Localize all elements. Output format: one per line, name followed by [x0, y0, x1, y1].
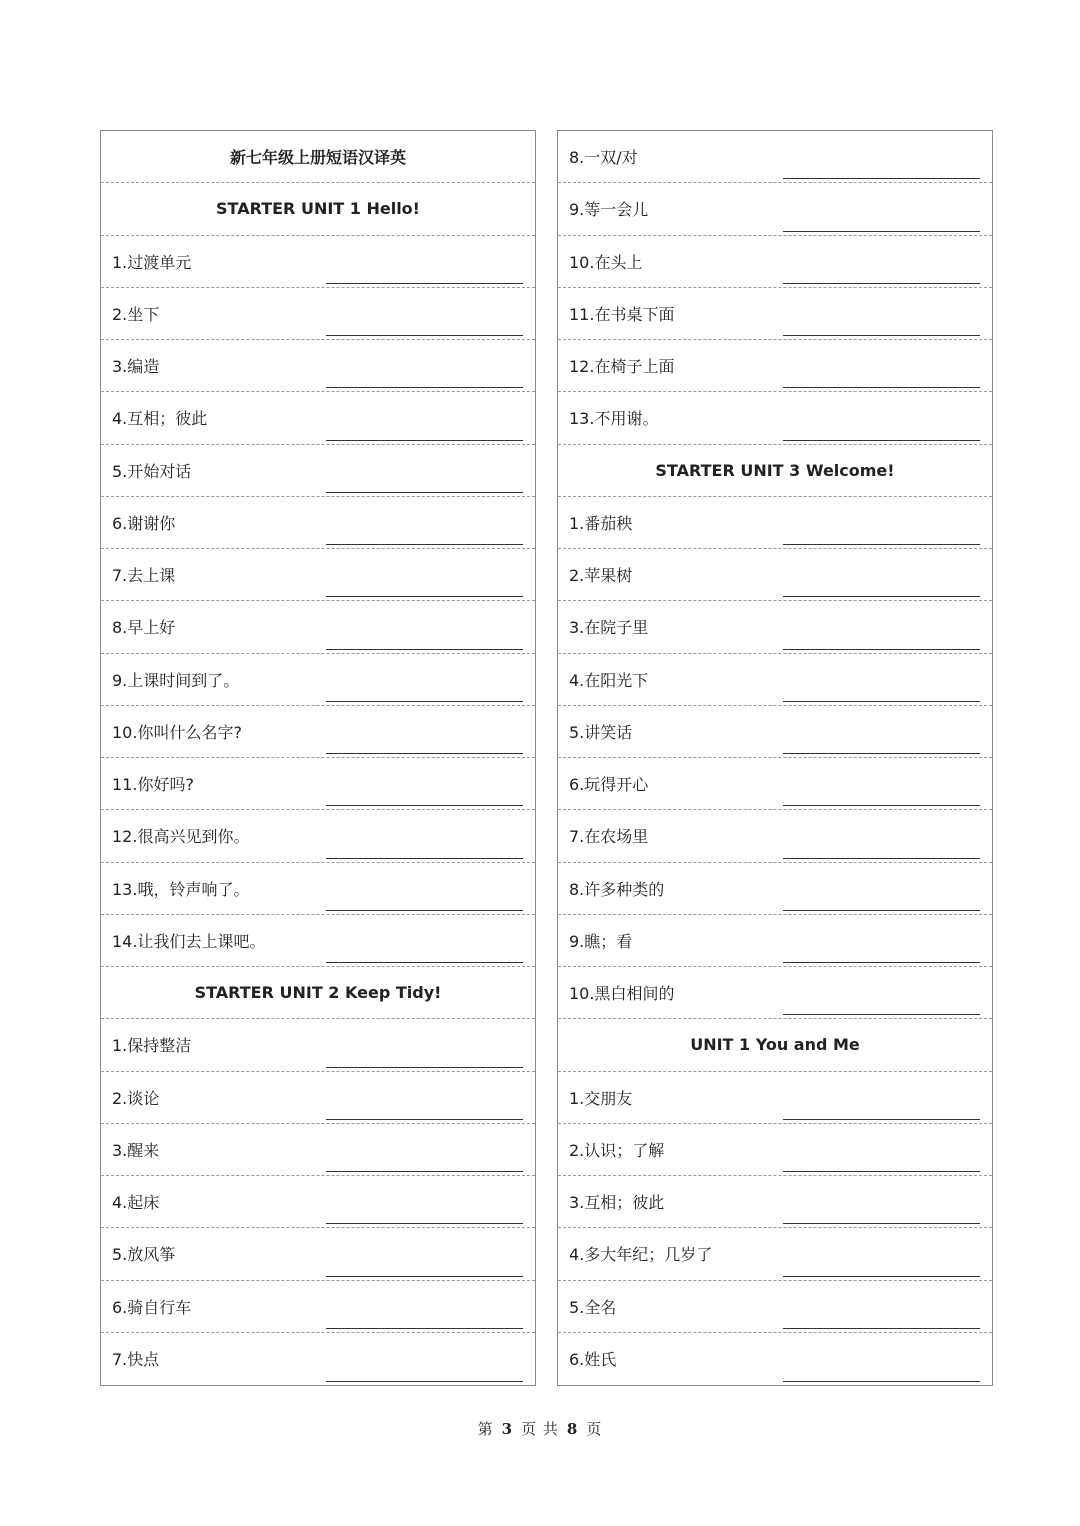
- answer-blank-line[interactable]: [326, 701, 523, 702]
- exercise-prompt: 10.黑白相间的: [569, 984, 675, 1003]
- exercise-prompt: 13.不用谢。: [569, 409, 659, 429]
- answer-blank-line[interactable]: [783, 1171, 980, 1172]
- answer-blank-line[interactable]: [783, 858, 980, 859]
- answer-blank-line[interactable]: [326, 1276, 523, 1277]
- exercise-row: [558, 131, 992, 183]
- exercise-row: [558, 810, 992, 862]
- exercise-prompt: 5.全名: [569, 1297, 617, 1317]
- exercise-prompt: 12.很高兴见到你。: [112, 827, 250, 847]
- exercise-prompt: 11.在书桌下面: [569, 304, 675, 324]
- exercise-row: [558, 392, 992, 444]
- footer-suffix: 页: [586, 1420, 603, 1438]
- answer-blank-line[interactable]: [783, 1223, 980, 1224]
- exercise-row: [558, 758, 992, 810]
- footer-page-number: 3: [501, 1420, 514, 1438]
- exercise-prompt: 6.玩得开心: [569, 775, 649, 794]
- exercise-row: [101, 1228, 535, 1280]
- answer-blank-line[interactable]: [783, 387, 980, 388]
- exercise-prompt: 3.在院子里: [569, 618, 649, 638]
- exercise-row: [101, 654, 535, 706]
- answer-blank-line[interactable]: [326, 440, 523, 441]
- exercise-row: [101, 1072, 535, 1124]
- section-heading: STARTER UNIT 1 Hello!: [101, 183, 535, 235]
- answer-blank-line[interactable]: [326, 1223, 523, 1224]
- answer-blank-line[interactable]: [326, 544, 523, 545]
- answer-blank-line[interactable]: [326, 962, 523, 963]
- exercise-row: [558, 1176, 992, 1228]
- answer-blank-line[interactable]: [326, 1171, 523, 1172]
- section-heading: UNIT 1 You and Me: [558, 1019, 992, 1071]
- exercise-prompt: 2.坐下: [112, 304, 160, 324]
- exercise-prompt: 11.你好吗?: [112, 775, 194, 794]
- exercise-prompt: 4.在阳光下: [569, 670, 649, 690]
- exercise-row: [101, 549, 535, 601]
- exercise-prompt: 6.谢谢你: [112, 513, 176, 533]
- exercise-prompt: 6.姓氏: [569, 1349, 617, 1369]
- exercise-prompt: 1.番茄秧: [569, 513, 633, 533]
- answer-blank-line[interactable]: [326, 1119, 523, 1120]
- answer-blank-line[interactable]: [326, 649, 523, 650]
- exercise-prompt: 2.谈论: [112, 1088, 160, 1108]
- exercise-row: [101, 1124, 535, 1176]
- exercise-prompt: 6.骑自行车: [112, 1297, 192, 1317]
- answer-blank-line[interactable]: [783, 1276, 980, 1277]
- exercise-row: [558, 1281, 992, 1333]
- exercise-row: [558, 1072, 992, 1124]
- answer-blank-line[interactable]: [783, 283, 980, 284]
- exercise-row: [101, 601, 535, 653]
- answer-blank-line[interactable]: [783, 910, 980, 911]
- exercise-row: [101, 915, 535, 967]
- exercise-row: [101, 445, 535, 497]
- exercise-prompt: 2.认识；了解: [569, 1140, 665, 1160]
- answer-blank-line[interactable]: [783, 649, 980, 650]
- answer-blank-line[interactable]: [326, 1381, 523, 1382]
- exercise-prompt: 9.瞧；看: [569, 931, 633, 951]
- exercise-prompt: 1.交朋友: [569, 1088, 633, 1108]
- exercise-prompt: 7.快点: [112, 1349, 160, 1369]
- answer-blank-line[interactable]: [326, 387, 523, 388]
- answer-blank-line[interactable]: [783, 596, 980, 597]
- answer-blank-line[interactable]: [783, 701, 980, 702]
- exercise-prompt: 7.去上课: [112, 566, 176, 585]
- answer-blank-line[interactable]: [326, 492, 523, 493]
- exercise-row: [558, 601, 992, 653]
- answer-blank-line[interactable]: [326, 283, 523, 284]
- answer-blank-line[interactable]: [783, 753, 980, 754]
- exercise-row: [558, 1228, 992, 1280]
- answer-blank-line[interactable]: [783, 178, 980, 179]
- exercise-prompt: 10.在头上: [569, 252, 643, 272]
- exercise-row: [558, 915, 992, 967]
- exercise-row: [101, 758, 535, 810]
- exercise-row: [558, 549, 992, 601]
- exercise-row: [558, 236, 992, 288]
- exercise-row: [558, 183, 992, 235]
- exercise-prompt: 9.等一会儿: [569, 200, 649, 220]
- footer-prefix: 第: [477, 1420, 494, 1438]
- answer-blank-line[interactable]: [326, 753, 523, 754]
- exercise-row: [101, 236, 535, 288]
- exercise-row: [558, 863, 992, 915]
- exercise-prompt: 9.上课时间到了。: [112, 670, 240, 690]
- exercise-prompt: 5.放风筝: [112, 1245, 176, 1265]
- exercise-prompt: 4.起床: [112, 1193, 160, 1212]
- answer-blank-line[interactable]: [783, 1381, 980, 1382]
- exercise-row: [558, 967, 992, 1019]
- section-heading: 新七年级上册短语汉译英: [101, 131, 535, 183]
- right-exercise-column: [557, 130, 993, 1386]
- exercise-row: [101, 810, 535, 862]
- exercise-row: [101, 1019, 535, 1071]
- left-exercise-column: [100, 130, 536, 1386]
- exercise-prompt: 1.过渡单元: [112, 252, 192, 272]
- answer-blank-line[interactable]: [783, 544, 980, 545]
- exercise-row: [101, 706, 535, 758]
- footer-middle: 页 共: [521, 1420, 559, 1438]
- exercise-prompt: 12.在椅子上面: [569, 357, 675, 376]
- section-heading: STARTER UNIT 3 Welcome!: [558, 445, 992, 497]
- exercise-row: [101, 1281, 535, 1333]
- exercise-row: [101, 288, 535, 340]
- exercise-prompt: 8.一双/对: [569, 148, 638, 167]
- exercise-row: [558, 1124, 992, 1176]
- exercise-prompt: 4.互相；彼此: [112, 409, 208, 429]
- answer-blank-line[interactable]: [783, 440, 980, 441]
- answer-blank-line[interactable]: [326, 910, 523, 911]
- exercise-row: [558, 340, 992, 392]
- exercise-row: [558, 654, 992, 706]
- answer-blank-line[interactable]: [783, 335, 980, 336]
- answer-blank-line[interactable]: [783, 805, 980, 806]
- answer-blank-line[interactable]: [783, 231, 980, 232]
- answer-blank-line[interactable]: [783, 1014, 980, 1015]
- section-heading: STARTER UNIT 2 Keep Tidy!: [101, 967, 535, 1019]
- exercise-row: [101, 497, 535, 549]
- exercise-row: [101, 1333, 535, 1385]
- exercise-row: [558, 288, 992, 340]
- answer-blank-line[interactable]: [326, 335, 523, 336]
- exercise-row: [101, 340, 535, 392]
- exercise-row: [101, 863, 535, 915]
- exercise-prompt: 5.讲笑话: [569, 722, 633, 742]
- exercise-prompt: 8.许多种类的: [569, 879, 665, 899]
- answer-blank-line[interactable]: [326, 1067, 523, 1068]
- exercise-row: [101, 1176, 535, 1228]
- exercise-prompt: 13.哦，铃声响了。: [112, 879, 250, 899]
- answer-blank-line[interactable]: [326, 805, 523, 806]
- exercise-prompt: 2.苹果树: [569, 566, 633, 585]
- exercise-row: [101, 392, 535, 444]
- answer-blank-line[interactable]: [326, 596, 523, 597]
- exercise-prompt: 10.你叫什么名字?: [112, 722, 242, 742]
- exercise-prompt: 5.开始对话: [112, 461, 192, 481]
- page-footer: [0, 1418, 1080, 1439]
- exercise-prompt: 4.多大年纪；几岁了: [569, 1245, 713, 1265]
- answer-blank-line[interactable]: [783, 1328, 980, 1329]
- exercise-prompt: 3.互相；彼此: [569, 1193, 665, 1212]
- answer-blank-line[interactable]: [783, 962, 980, 963]
- exercise-prompt: 7.在农场里: [569, 827, 649, 847]
- exercise-prompt: 3.醒来: [112, 1140, 160, 1160]
- exercise-prompt: 1.保持整洁: [112, 1036, 192, 1056]
- exercise-prompt: 8.早上好: [112, 618, 176, 638]
- answer-blank-line[interactable]: [326, 1328, 523, 1329]
- exercise-prompt: 14.让我们去上课吧。: [112, 931, 266, 951]
- exercise-row: [558, 497, 992, 549]
- answer-blank-line[interactable]: [783, 1119, 980, 1120]
- answer-blank-line[interactable]: [326, 858, 523, 859]
- exercise-row: [558, 1333, 992, 1385]
- exercise-prompt: 3.编造: [112, 357, 160, 376]
- footer-total-pages: 8: [566, 1420, 579, 1438]
- exercise-row: [558, 706, 992, 758]
